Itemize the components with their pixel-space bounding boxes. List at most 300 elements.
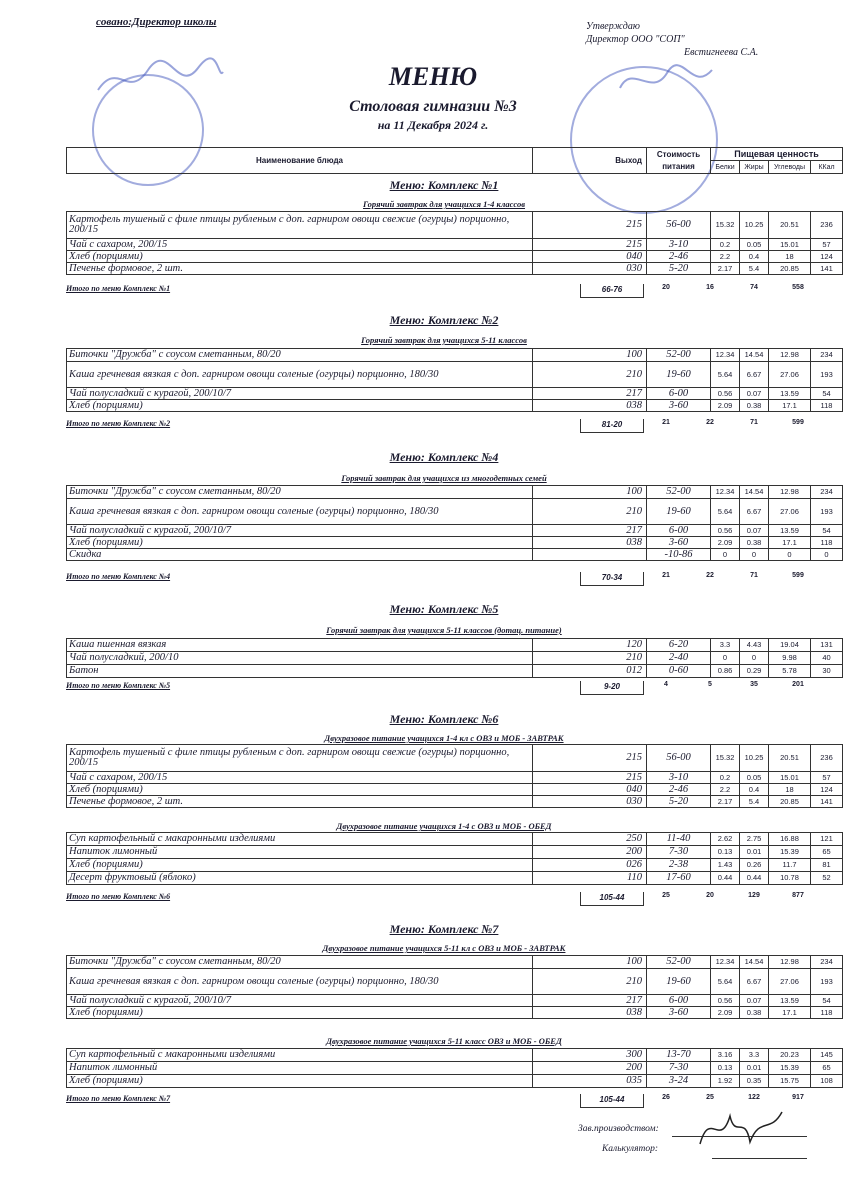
dish-name: Биточки "Дружба" с соусом сметанным, 80/20 bbox=[67, 956, 533, 969]
dish-proteins: 2.17 bbox=[711, 796, 740, 808]
dish-name: Хлеб (порциями) bbox=[67, 784, 533, 796]
dish-carbs: 18 bbox=[769, 251, 811, 263]
dish-kcal: 57 bbox=[811, 772, 843, 784]
dish-fats: 10.25 bbox=[740, 212, 769, 239]
dish-carbs: 15.75 bbox=[769, 1075, 811, 1088]
dish-fats: 0.05 bbox=[740, 772, 769, 784]
dish-cost: 56-00 bbox=[647, 212, 711, 239]
dish-carbs: 27.06 bbox=[769, 499, 811, 525]
group-subtitle: Горячий завтрак для учащихся 5-11 классов (дотац. питание) bbox=[326, 625, 562, 635]
dish-proteins: 2.2 bbox=[711, 251, 740, 263]
dish-fats: 5.4 bbox=[740, 263, 769, 275]
total-proteins: 25 bbox=[662, 892, 670, 899]
dish-carbs: 15.39 bbox=[769, 846, 811, 859]
dish-name: Чай с сахаром, 200/15 bbox=[67, 239, 533, 251]
dish-proteins: 3.16 bbox=[711, 1049, 740, 1062]
dish-kcal: 52 bbox=[811, 872, 843, 885]
table-row bbox=[67, 263, 843, 275]
dish-proteins: 0 bbox=[711, 652, 740, 665]
dish-fats: 0.38 bbox=[740, 400, 769, 412]
dish-proteins: 2.09 bbox=[711, 400, 740, 412]
total-kcal: 917 bbox=[792, 1094, 804, 1101]
total-proteins: 20 bbox=[662, 284, 670, 291]
total-fats: 5 bbox=[708, 681, 712, 688]
section-total-nutrition bbox=[644, 419, 820, 426]
dish-table bbox=[66, 211, 843, 275]
section-total-label: Итого по меню Комплекс №7 bbox=[66, 1094, 171, 1103]
dish-output: 300 bbox=[533, 1049, 647, 1062]
dish-output: 215 bbox=[533, 772, 647, 784]
dish-fats: 14.54 bbox=[740, 486, 769, 499]
dish-cost: 2-46 bbox=[647, 784, 711, 796]
dish-output: 217 bbox=[533, 388, 647, 400]
dish-kcal: 236 bbox=[811, 212, 843, 239]
section-title: Меню: Комплекс №2 bbox=[389, 313, 499, 327]
total-carbs: 71 bbox=[750, 419, 758, 426]
dish-output: 210 bbox=[533, 969, 647, 995]
dish-output: 210 bbox=[533, 362, 647, 388]
section-total-cost: 105-44 bbox=[580, 1094, 644, 1108]
menu-date: на 11 Декабря 2024 г. bbox=[377, 118, 489, 132]
total-proteins: 21 bbox=[662, 419, 670, 426]
dish-name: Каша гречневая вязкая с доп. гарниром овощи соленые (огурцы) порционно, 180/30 bbox=[67, 969, 533, 995]
dish-table bbox=[66, 832, 843, 885]
dish-proteins: 0.56 bbox=[711, 525, 740, 537]
dish-name: Чай полусладкий с курагой, 200/10/7 bbox=[67, 525, 533, 537]
dish-kcal: 234 bbox=[811, 349, 843, 362]
total-kcal: 201 bbox=[792, 681, 804, 688]
dish-name: Десерт фруктовый (яблоко) bbox=[67, 872, 533, 885]
page-subtitle: Столовая гимназии №3 bbox=[349, 98, 517, 115]
dish-name: Суп картофельный с макаронными изделиями bbox=[67, 1049, 533, 1062]
table-row bbox=[67, 784, 843, 796]
dish-proteins: 0 bbox=[711, 549, 740, 561]
dish-name: Чай с сахаром, 200/15 bbox=[67, 772, 533, 784]
total-carbs: 129 bbox=[748, 892, 760, 899]
dish-fats: 2.75 bbox=[740, 833, 769, 846]
section-total-label: Итого по меню Комплекс №5 bbox=[66, 681, 171, 690]
dish-cost: 3-24 bbox=[647, 1075, 711, 1088]
dish-name: Напиток лимонный bbox=[67, 1062, 533, 1075]
dish-fats: 4.43 bbox=[740, 639, 769, 652]
dish-kcal: 124 bbox=[811, 784, 843, 796]
table-row bbox=[67, 537, 843, 549]
dish-output bbox=[533, 549, 647, 561]
dish-name: Суп картофельный с макаронными изделиями bbox=[67, 833, 533, 846]
dish-kcal: 236 bbox=[811, 745, 843, 772]
dish-output: 200 bbox=[533, 846, 647, 859]
approve-position: Директор ООО "СОП" bbox=[586, 34, 685, 45]
dish-name: Каша гречневая вязкая с доп. гарниром овощи соленые (огурцы) порционно, 180/30 bbox=[67, 499, 533, 525]
dish-kcal: 118 bbox=[811, 400, 843, 412]
dish-output: 100 bbox=[533, 956, 647, 969]
dish-proteins: 0.86 bbox=[711, 665, 740, 678]
total-fats: 22 bbox=[706, 572, 714, 579]
dish-fats: 0 bbox=[740, 549, 769, 561]
dish-fats: 0.38 bbox=[740, 537, 769, 549]
dish-kcal: 108 bbox=[811, 1075, 843, 1088]
table-row bbox=[67, 388, 843, 400]
section-title: Меню: Комплекс №6 bbox=[389, 712, 499, 726]
section-total-nutrition bbox=[644, 1094, 820, 1101]
total-carbs: 122 bbox=[748, 1094, 760, 1101]
group-subtitle: Двухразовое питание учащихся 1-4 кл с ОВЗ и МОБ - ЗАВТРАК bbox=[324, 733, 564, 743]
table-row bbox=[67, 872, 843, 885]
dish-cost: 7-30 bbox=[647, 846, 711, 859]
group-subtitle: Двухразовое питание учащихся 5-11 класс ОВЗ и МОБ - ОБЕД bbox=[326, 1036, 562, 1046]
agreed-by: сoвано:Директор школы bbox=[96, 16, 217, 28]
dish-proteins: 2.62 bbox=[711, 833, 740, 846]
dish-name: Хлеб (порциями) bbox=[67, 537, 533, 549]
dish-cost: 2-40 bbox=[647, 652, 711, 665]
table-row bbox=[67, 745, 843, 772]
dish-carbs: 0 bbox=[769, 549, 811, 561]
dish-fats: 0 bbox=[740, 652, 769, 665]
dish-carbs: 13.59 bbox=[769, 525, 811, 537]
section-title: Меню: Комплекс №1 bbox=[389, 178, 499, 192]
header-fats: Жиры bbox=[740, 161, 769, 174]
dish-cost: 6-00 bbox=[647, 525, 711, 537]
dish-cost: 6-20 bbox=[647, 639, 711, 652]
dish-carbs: 17.1 bbox=[769, 537, 811, 549]
dish-proteins: 5.64 bbox=[711, 362, 740, 388]
header-name: Наименование блюда bbox=[67, 148, 533, 174]
dish-name: Печенье формовое, 2 шт. bbox=[67, 263, 533, 275]
total-fats: 25 bbox=[706, 1094, 714, 1101]
table-row bbox=[67, 833, 843, 846]
dish-table bbox=[66, 1048, 843, 1088]
dish-kcal: 54 bbox=[811, 388, 843, 400]
dish-name: Чай полусладкий, 200/10 bbox=[67, 652, 533, 665]
dish-proteins: 5.64 bbox=[711, 969, 740, 995]
dish-carbs: 17.1 bbox=[769, 400, 811, 412]
dish-carbs: 12.98 bbox=[769, 486, 811, 499]
dish-kcal: 234 bbox=[811, 956, 843, 969]
section-total-label: Итого по меню Комплекс №4 bbox=[66, 572, 171, 581]
header-nutrition: Пищевая ценность bbox=[711, 148, 843, 161]
dish-kcal: 131 bbox=[811, 639, 843, 652]
dish-carbs: 12.98 bbox=[769, 956, 811, 969]
dish-kcal: 54 bbox=[811, 525, 843, 537]
dish-proteins: 2.2 bbox=[711, 784, 740, 796]
group-subtitle: Горячий завтрак для учащихся из многодетных семей bbox=[341, 473, 547, 483]
dish-cost: 19-60 bbox=[647, 969, 711, 995]
dish-output: 040 bbox=[533, 784, 647, 796]
dish-cost: -10-86 bbox=[647, 549, 711, 561]
dish-output: 215 bbox=[533, 239, 647, 251]
dish-name: Картофель тушеный с филе птицы рубленым с доп. гарниром овощи свежие (огурцы) порционно, 200/15 bbox=[67, 212, 533, 239]
dish-name: Чай полусладкий с курагой, 200/10/7 bbox=[67, 995, 533, 1007]
table-row bbox=[67, 549, 843, 561]
dish-fats: 6.67 bbox=[740, 969, 769, 995]
table-row bbox=[67, 486, 843, 499]
dish-output: 038 bbox=[533, 1007, 647, 1019]
dish-kcal: 0 bbox=[811, 549, 843, 561]
dish-output: 030 bbox=[533, 796, 647, 808]
dish-kcal: 118 bbox=[811, 537, 843, 549]
dish-name: Хлеб (порциями) bbox=[67, 1075, 533, 1088]
dish-carbs: 13.59 bbox=[769, 995, 811, 1007]
section-total-nutrition bbox=[644, 572, 820, 579]
dish-output: 038 bbox=[533, 537, 647, 549]
total-proteins: 26 bbox=[662, 1094, 670, 1101]
group-subtitle: Горячий завтрак для учащихся 1-4 классов bbox=[362, 199, 526, 209]
dish-fats: 6.67 bbox=[740, 499, 769, 525]
dish-name: Картофель тушеный с филе птицы рубленым с доп. гарниром овощи свежие (огурцы) порционно, 200/15 bbox=[67, 745, 533, 772]
header-output: Выход bbox=[533, 148, 647, 174]
dish-fats: 3.3 bbox=[740, 1049, 769, 1062]
dish-name: Скидка bbox=[67, 549, 533, 561]
dish-fats: 0.07 bbox=[740, 995, 769, 1007]
total-kcal: 877 bbox=[792, 892, 804, 899]
dish-carbs: 11.7 bbox=[769, 859, 811, 872]
dish-fats: 14.54 bbox=[740, 349, 769, 362]
total-fats: 22 bbox=[706, 419, 714, 426]
dish-carbs: 15.01 bbox=[769, 772, 811, 784]
dish-carbs: 12.98 bbox=[769, 349, 811, 362]
dish-fats: 5.4 bbox=[740, 796, 769, 808]
calculator-line bbox=[712, 1158, 807, 1159]
dish-output: 012 bbox=[533, 665, 647, 678]
dish-table bbox=[66, 485, 843, 561]
dish-name: Хлеб (порциями) bbox=[67, 1007, 533, 1019]
dish-carbs: 9.98 bbox=[769, 652, 811, 665]
dish-carbs: 18 bbox=[769, 784, 811, 796]
total-fats: 16 bbox=[706, 284, 714, 291]
dish-fats: 0.29 bbox=[740, 665, 769, 678]
dish-proteins: 0.2 bbox=[711, 772, 740, 784]
dish-proteins: 0.2 bbox=[711, 239, 740, 251]
approve-label: Утверждаю bbox=[586, 21, 640, 32]
dish-name: Хлеб (порциями) bbox=[67, 251, 533, 263]
dish-carbs: 15.01 bbox=[769, 239, 811, 251]
dish-kcal: 81 bbox=[811, 859, 843, 872]
dish-table bbox=[66, 744, 843, 808]
dish-carbs: 20.23 bbox=[769, 1049, 811, 1062]
dish-fats: 0.07 bbox=[740, 525, 769, 537]
dish-output: 030 bbox=[533, 263, 647, 275]
total-carbs: 35 bbox=[750, 681, 758, 688]
dish-fats: 0.01 bbox=[740, 1062, 769, 1075]
section-title: Меню: Комплекс №5 bbox=[389, 602, 499, 616]
dish-output: 215 bbox=[533, 745, 647, 772]
dish-output: 038 bbox=[533, 400, 647, 412]
dish-carbs: 20.51 bbox=[769, 212, 811, 239]
dish-kcal: 141 bbox=[811, 263, 843, 275]
group-subtitle: Двухразовое питание учащихся 5-11 кл с ОВЗ и МОБ - ЗАВТРАК bbox=[322, 943, 566, 953]
dish-carbs: 10.78 bbox=[769, 872, 811, 885]
dish-proteins: 2.09 bbox=[711, 1007, 740, 1019]
dish-output: 100 bbox=[533, 486, 647, 499]
dish-cost: 3-60 bbox=[647, 537, 711, 549]
dish-carbs: 20.51 bbox=[769, 745, 811, 772]
dish-kcal: 121 bbox=[811, 833, 843, 846]
table-row bbox=[67, 251, 843, 263]
table-row bbox=[67, 772, 843, 784]
dish-name: Хлеб (порциями) bbox=[67, 859, 533, 872]
dish-kcal: 141 bbox=[811, 796, 843, 808]
dish-kcal: 234 bbox=[811, 486, 843, 499]
table-row bbox=[67, 525, 843, 537]
dish-name: Каша гречневая вязкая с доп. гарниром овощи соленые (огурцы) порционно, 180/30 bbox=[67, 362, 533, 388]
section-total-nutrition bbox=[644, 892, 820, 899]
table-row bbox=[67, 362, 843, 388]
header-cost: Стоимость питания bbox=[647, 148, 711, 174]
dish-kcal: 124 bbox=[811, 251, 843, 263]
total-kcal: 558 bbox=[792, 284, 804, 291]
dish-output: 110 bbox=[533, 872, 647, 885]
table-row bbox=[67, 239, 843, 251]
table-row bbox=[67, 1062, 843, 1075]
dish-output: 210 bbox=[533, 499, 647, 525]
dish-cost: 13-70 bbox=[647, 1049, 711, 1062]
dish-kcal: 193 bbox=[811, 499, 843, 525]
dish-cost: 5-20 bbox=[647, 263, 711, 275]
dish-fats: 10.25 bbox=[740, 745, 769, 772]
header-proteins: Белки bbox=[711, 161, 740, 174]
dish-proteins: 12.34 bbox=[711, 349, 740, 362]
dish-proteins: 0.44 bbox=[711, 872, 740, 885]
dish-proteins: 0.56 bbox=[711, 995, 740, 1007]
dish-proteins: 0.13 bbox=[711, 846, 740, 859]
section-total-cost: 70-34 bbox=[580, 572, 644, 586]
dish-proteins: 0.13 bbox=[711, 1062, 740, 1075]
dish-carbs: 17.1 bbox=[769, 1007, 811, 1019]
dish-proteins: 12.34 bbox=[711, 956, 740, 969]
table-row bbox=[67, 652, 843, 665]
dish-carbs: 15.39 bbox=[769, 1062, 811, 1075]
dish-kcal: 54 bbox=[811, 995, 843, 1007]
dish-table bbox=[66, 638, 843, 678]
dish-proteins: 1.92 bbox=[711, 1075, 740, 1088]
section-total-cost: 81-20 bbox=[580, 419, 644, 433]
dish-proteins: 12.34 bbox=[711, 486, 740, 499]
table-row bbox=[67, 499, 843, 525]
dish-kcal: 145 bbox=[811, 1049, 843, 1062]
dish-fats: 0.38 bbox=[740, 1007, 769, 1019]
dish-proteins: 0.56 bbox=[711, 388, 740, 400]
dish-carbs: 27.06 bbox=[769, 362, 811, 388]
dish-carbs: 27.06 bbox=[769, 969, 811, 995]
table-row bbox=[67, 1049, 843, 1062]
dish-proteins: 15.32 bbox=[711, 212, 740, 239]
dish-cost: 0-60 bbox=[647, 665, 711, 678]
dish-fats: 6.67 bbox=[740, 362, 769, 388]
dish-kcal: 118 bbox=[811, 1007, 843, 1019]
dish-cost: 19-60 bbox=[647, 499, 711, 525]
table-row bbox=[67, 639, 843, 652]
dish-fats: 0.4 bbox=[740, 251, 769, 263]
section-total-label: Итого по меню Комплекс №1 bbox=[66, 284, 171, 293]
table-row bbox=[67, 1007, 843, 1019]
table-row bbox=[67, 969, 843, 995]
dish-fats: 0.07 bbox=[740, 388, 769, 400]
section-total-cost: 66-76 bbox=[580, 284, 644, 298]
dish-cost: 3-60 bbox=[647, 1007, 711, 1019]
dish-name: Каша пшенная вязкая bbox=[67, 639, 533, 652]
table-row bbox=[67, 956, 843, 969]
dish-cost: 56-00 bbox=[647, 745, 711, 772]
table-row bbox=[67, 859, 843, 872]
dish-kcal: 193 bbox=[811, 969, 843, 995]
table-row bbox=[67, 1075, 843, 1088]
dish-name: Печенье формовое, 2 шт. bbox=[67, 796, 533, 808]
dish-name: Биточки "Дружба" с соусом сметанным, 80/20 bbox=[67, 486, 533, 499]
dish-output: 217 bbox=[533, 525, 647, 537]
table-row bbox=[67, 665, 843, 678]
total-proteins: 21 bbox=[662, 572, 670, 579]
table-row bbox=[67, 212, 843, 239]
page-title: МЕНЮ bbox=[388, 62, 478, 91]
dish-kcal: 193 bbox=[811, 362, 843, 388]
column-header bbox=[66, 147, 843, 174]
dish-cost: 3-60 bbox=[647, 400, 711, 412]
approve-name: Евстигнеева С.А. bbox=[684, 47, 759, 58]
dish-name: Хлеб (порциями) bbox=[67, 400, 533, 412]
dish-name: Биточки "Дружба" с соусом сметанным, 80/20 bbox=[67, 349, 533, 362]
total-carbs: 74 bbox=[750, 284, 758, 291]
dish-output: 040 bbox=[533, 251, 647, 263]
section-title: Меню: Комплекс №7 bbox=[389, 922, 499, 936]
dish-name: Напиток лимонный bbox=[67, 846, 533, 859]
dish-fats: 0.4 bbox=[740, 784, 769, 796]
dish-proteins: 2.09 bbox=[711, 537, 740, 549]
dish-output: 035 bbox=[533, 1075, 647, 1088]
dish-kcal: 30 bbox=[811, 665, 843, 678]
dish-cost: 6-00 bbox=[647, 995, 711, 1007]
dish-kcal: 40 bbox=[811, 652, 843, 665]
dish-kcal: 65 bbox=[811, 846, 843, 859]
dish-cost: 52-00 bbox=[647, 956, 711, 969]
dish-cost: 17-60 bbox=[647, 872, 711, 885]
dish-carbs: 20.85 bbox=[769, 263, 811, 275]
dish-fats: 0.26 bbox=[740, 859, 769, 872]
dish-carbs: 19.04 bbox=[769, 639, 811, 652]
dish-output: 250 bbox=[533, 833, 647, 846]
total-kcal: 599 bbox=[792, 419, 804, 426]
dish-table bbox=[66, 955, 843, 1019]
dish-output: 210 bbox=[533, 652, 647, 665]
dish-cost: 6-00 bbox=[647, 388, 711, 400]
dish-cost: 19-60 bbox=[647, 362, 711, 388]
dish-carbs: 16.88 bbox=[769, 833, 811, 846]
section-total-nutrition bbox=[644, 284, 820, 291]
dish-cost: 3-10 bbox=[647, 772, 711, 784]
dish-cost: 3-10 bbox=[647, 239, 711, 251]
dish-cost: 11-40 bbox=[647, 833, 711, 846]
dish-cost: 2-46 bbox=[647, 251, 711, 263]
dish-proteins: 5.64 bbox=[711, 499, 740, 525]
dish-fats: 0.05 bbox=[740, 239, 769, 251]
dish-fats: 0.44 bbox=[740, 872, 769, 885]
section-total-label: Итого по меню Комплекс №2 bbox=[66, 419, 171, 428]
group-subtitle: Двухразовое питание учащихся 1-4 с ОВЗ и МОБ - ОБЕД bbox=[336, 821, 552, 831]
approved-by bbox=[586, 20, 758, 59]
dish-output: 120 bbox=[533, 639, 647, 652]
section-title: Меню: Комплекс №4 bbox=[389, 450, 499, 464]
dish-output: 100 bbox=[533, 349, 647, 362]
header-carbs: Углеводы bbox=[769, 161, 811, 174]
table-row bbox=[67, 400, 843, 412]
dish-carbs: 5.78 bbox=[769, 665, 811, 678]
producer-signature bbox=[690, 1104, 790, 1154]
section-total-nutrition bbox=[644, 681, 820, 688]
dish-cost: 5-20 bbox=[647, 796, 711, 808]
header-kcal: ККал bbox=[811, 161, 843, 174]
total-fats: 20 bbox=[706, 892, 714, 899]
dish-carbs: 13.59 bbox=[769, 388, 811, 400]
dish-carbs: 20.85 bbox=[769, 796, 811, 808]
